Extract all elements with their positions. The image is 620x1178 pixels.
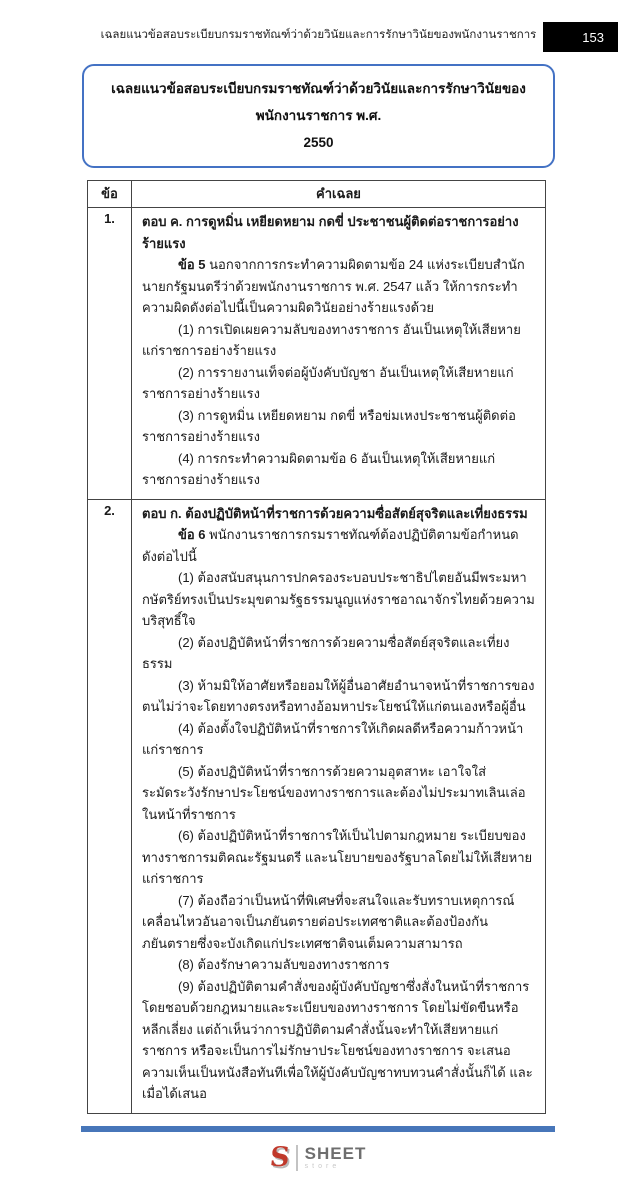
answer-cell <box>132 499 546 1113</box>
footer-divider-bar <box>81 1126 555 1132</box>
col-header-no: ข้อ <box>88 181 132 208</box>
answer-paragraph: (9) ต้องปฏิบัติตามคำสั่งของผู้บังคับบัญชาซึ่งสั่งในหน้าที่ราชการโดยชอบด้วยกฎหมายและระเบียบของทางราชการ โดยไม่ขัดขืนหรือหลีกเลี่ยง แต่ถ้าเห็นว่าการปฏิบัติตามคำสั่งนั้นจะทำให้เสียหายแก่ราชการ หรือจะเป็นการไม่รักษาประโยชน์ของทางราชการ จะเสนอความเห็นเป็นหนังสือทันทีเพื่อให้ผู้บังคับบัญชาทบทวนคำสั่งนั้นก็ได้ และเมื่อได้เสนอ <box>142 978 533 1101</box>
answer-paragraph: (5) ต้องปฏิบัติหน้าที่ราชการด้วยความอุตสาหะ เอาใจใส่ระมัดระวังรักษาประโยชน์ของทางราชการและต้องไม่ประมาทเลินเล่อในหน้าที่ราชการ <box>142 763 526 822</box>
answer-paragraph: (6) ต้องปฏิบัติหน้าที่ราชการให้เป็นไปตามกฎหมาย ระเบียบของทางราชการมติคณะรัฐมนตรี และนโยบายของรัฐบาลโดยไม่ให้เสียหายแก่ราชการ <box>142 828 533 886</box>
sheet-store-logo-icon: S <box>268 1142 291 1173</box>
table-row <box>88 208 546 500</box>
logo-text-block <box>305 1145 367 1171</box>
sheet-store-logo <box>81 1138 555 1178</box>
row-number: 2. <box>88 499 132 1113</box>
exam-title-line1: เฉลยแนวข้อสอบระเบียบกรมราชทัณฑ์ว่าด้วยวินัยและการรักษาวินัยของพนักงานราชการ พ.ศ. <box>111 81 526 123</box>
answer-paragraph <box>142 254 536 319</box>
answer-paragraph: (1) การเปิดเผยความลับของทางราชการ อันเป็นเหตุให้เสียหายแก่ราชการอย่างร้ายแรง <box>142 321 521 358</box>
exam-title-box <box>82 64 555 168</box>
clause-text: พนักงานราชการกรมราชทัณฑ์ต้องปฏิบัติตามข้อกำหนด ดังต่อไปนี้ <box>142 527 519 564</box>
logo-name: SHEET <box>304 1143 367 1163</box>
logo-divider <box>296 1145 298 1171</box>
answer-paragraph: (2) การรายงานเท็จต่อผู้บังคับบัญชา อันเป็นเหตุให้เสียหายแก่ราชการอย่างร้ายแรง <box>142 364 514 401</box>
clause-lead: ข้อ 6 <box>178 527 206 542</box>
clause-text: นอกจากการกระทำความผิดตามข้อ 24 แห่งระเบียบสำนักนายกรัฐมนตรีว่าด้วยพนักงานราชการ พ.ศ. 2547 แล้ว ให้การกระทำความผิดดังต่อไปนี้เป็นความผิดวินัยอย่างร้ายแรงด้วย <box>142 257 525 315</box>
answer-paragraph: (3) ห้ามมิให้อาศัยหรือยอมให้ผู้อื่นอาศัยอำนาจหน้าที่ราชการของตนไม่ว่าจะโดยทางตรงหรือทางอ้อมหาประโยชน์ให้แก่ตนเองหรือผู้อื่น <box>142 677 535 714</box>
page-top-area <box>0 0 620 56</box>
exam-title-line2: 2550 <box>303 135 334 150</box>
answer-paragraph: (2) ต้องปฏิบัติหน้าที่ราชการด้วยความซื่อสัตย์สุจริตและเที่ยงธรรม <box>142 634 510 671</box>
answer-line: ตอบ ก. ต้องปฏิบัติหน้าที่ราชการด้วยความซื่อสัตย์สุจริตและเที่ยงธรรม <box>142 505 528 521</box>
logo-subtitle: store <box>304 1162 341 1170</box>
answer-paragraph <box>142 524 536 567</box>
answer-paragraph: (8) ต้องรักษาความลับของทางราชการ <box>178 957 390 972</box>
page-number-badge: 153 <box>543 22 618 52</box>
running-header-text: เฉลยแนวข้อสอบระเบียบกรมราชทัณฑ์ว่าด้วยวินัยและการรักษาวินัยของพนักงานราชการ <box>100 29 537 41</box>
col-header-answer: คำเฉลย <box>132 181 546 208</box>
answer-paragraph: (1) ต้องสนับสนุนการปกครองระบอบประชาธิปไตยอันมีพระมหากษัตริย์ทรงเป็นประมุขตามรัฐธรรมนูญแห่งราชอาณาจักรไทยด้วยความบริสุทธิ์ใจ <box>142 570 535 628</box>
answer-paragraph: (4) ต้องตั้งใจปฏิบัติหน้าที่ราชการให้เกิดผลดีหรือความก้าวหน้าแก่ราชการ <box>142 720 524 757</box>
row-number: 1. <box>88 208 132 500</box>
answers-table <box>87 180 546 1114</box>
clause-lead: ข้อ 5 <box>178 257 206 272</box>
table-row <box>88 499 546 1113</box>
answer-paragraph: (3) การดูหมิ่น เหยียดหยาม กดขี่ หรือข่มเหงประชาชนผู้ติดต่อราชการอย่างร้ายแรง <box>142 407 516 444</box>
table-header-row <box>88 181 546 208</box>
answer-cell <box>132 208 546 500</box>
answer-paragraph: (4) การกระทำความผิดตามข้อ 6 อันเป็นเหตุให้เสียหายแก่ราชการอย่างร้ายแรง <box>142 450 496 487</box>
answer-paragraph: (7) ต้องถือว่าเป็นหน้าที่พิเศษที่จะสนใจและรับทราบเหตุการณ์เคลื่อนไหวอันอาจเป็นภยันตรายต่อประเทศชาติและต้องป้องกันภยันตรายซึ่งจะบังเกิดแก่ประเทศชาติจนเต็มความสามารถ <box>142 892 515 951</box>
answer-line: ตอบ ค. การดูหมิ่น เหยียดหยาม กดขี่ ประชาชนผู้ติดต่อราชการอย่างร้ายแรง <box>142 214 519 251</box>
